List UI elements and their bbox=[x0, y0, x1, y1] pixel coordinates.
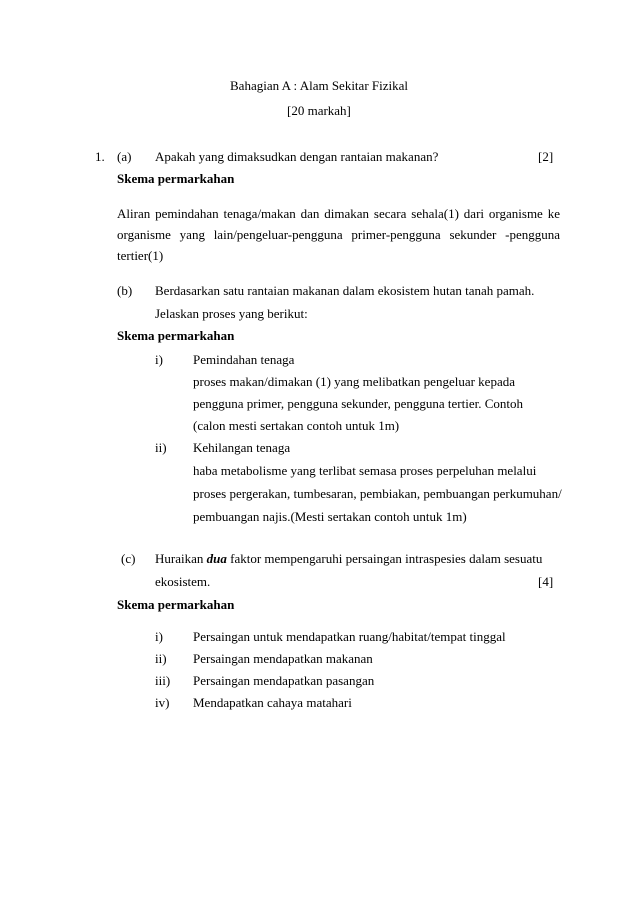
question-number: 1. bbox=[95, 149, 105, 164]
part-b-item-line: pembuangan najis.(Mesti sertakan contoh untuk 1m) bbox=[193, 509, 467, 524]
part-c-item-text: Persaingan mendapatkan makanan bbox=[193, 651, 373, 666]
part-c-label: (c) bbox=[121, 551, 136, 566]
part-c-question-post: faktor mempengaruhi persaingan intraspesies dalam sesuatu bbox=[226, 551, 543, 566]
section-title: Bahagian A : Alam Sekitar Fizikal bbox=[230, 78, 409, 93]
part-c-item-text: Persaingan untuk mendapatkan ruang/habitat/tempat tinggal bbox=[193, 629, 506, 644]
part-b-item-line: proses makan/dimakan (1) yang melibatkan pengeluar kepada bbox=[193, 374, 515, 389]
part-c-marks: [4] bbox=[538, 574, 554, 589]
part-c-item-number: i) bbox=[155, 629, 163, 644]
part-a-scheme-heading: Skema permarkahan bbox=[117, 171, 235, 186]
part-c-item-number: iii) bbox=[155, 673, 171, 688]
part-a-marks: [2] bbox=[538, 149, 554, 164]
part-c-question-emphasis: dua bbox=[206, 551, 227, 566]
part-b-item-line: haba metabolisme yang terlibat semasa proses perpeluhan melalui bbox=[193, 463, 537, 478]
part-c-question-pre: Huraikan bbox=[155, 551, 207, 566]
part-b-label: (b) bbox=[117, 283, 133, 298]
part-a-question: Apakah yang dimaksudkan dengan rantaian makanan? bbox=[155, 149, 439, 164]
part-c-scheme-heading: Skema permarkahan bbox=[117, 597, 235, 612]
part-b-item-title: Kehilangan tenaga bbox=[193, 440, 291, 455]
part-b-item-number: i) bbox=[155, 352, 163, 367]
part-c-item-text: Mendapatkan cahaya matahari bbox=[193, 695, 352, 710]
part-b-item-line: proses pergerakan, tumbesaran, pembiakan, pembuangan perkumuhan/ bbox=[193, 486, 562, 501]
part-c-item-number: ii) bbox=[155, 651, 167, 666]
section-marks: [20 markah] bbox=[287, 103, 351, 118]
part-b-item-title: Pemindahan tenaga bbox=[193, 352, 295, 367]
part-b-question-line2: Jelaskan proses yang berikut: bbox=[155, 306, 308, 321]
part-c-item-number: iv) bbox=[155, 695, 170, 710]
part-b-item-line: pengguna primer, pengguna sekunder, pengguna tertier. Contoh bbox=[193, 396, 524, 411]
part-c-item-text: Persaingan mendapatkan pasangan bbox=[193, 673, 375, 688]
part-b-item-line: (calon mesti sertakan contoh untuk 1m) bbox=[193, 418, 400, 433]
part-a-answer: Aliran pemindahan tenaga/makan dan dimakan secara sehala(1) dari organisme ke organisme yang lain/pengeluar-pengguna primer-pengguna sekunder -pengguna tertier(1) bbox=[117, 206, 560, 263]
part-a-label: (a) bbox=[117, 149, 132, 164]
part-b-scheme-heading: Skema permarkahan bbox=[117, 328, 235, 343]
part-b-item-number: ii) bbox=[155, 440, 167, 455]
part-c-question-line1 bbox=[155, 551, 542, 567]
part-c-question-line2: ekosistem. bbox=[155, 574, 211, 589]
part-b-question-line1: Berdasarkan satu rantaian makanan dalam ekosistem hutan tanah pamah. bbox=[155, 283, 535, 298]
